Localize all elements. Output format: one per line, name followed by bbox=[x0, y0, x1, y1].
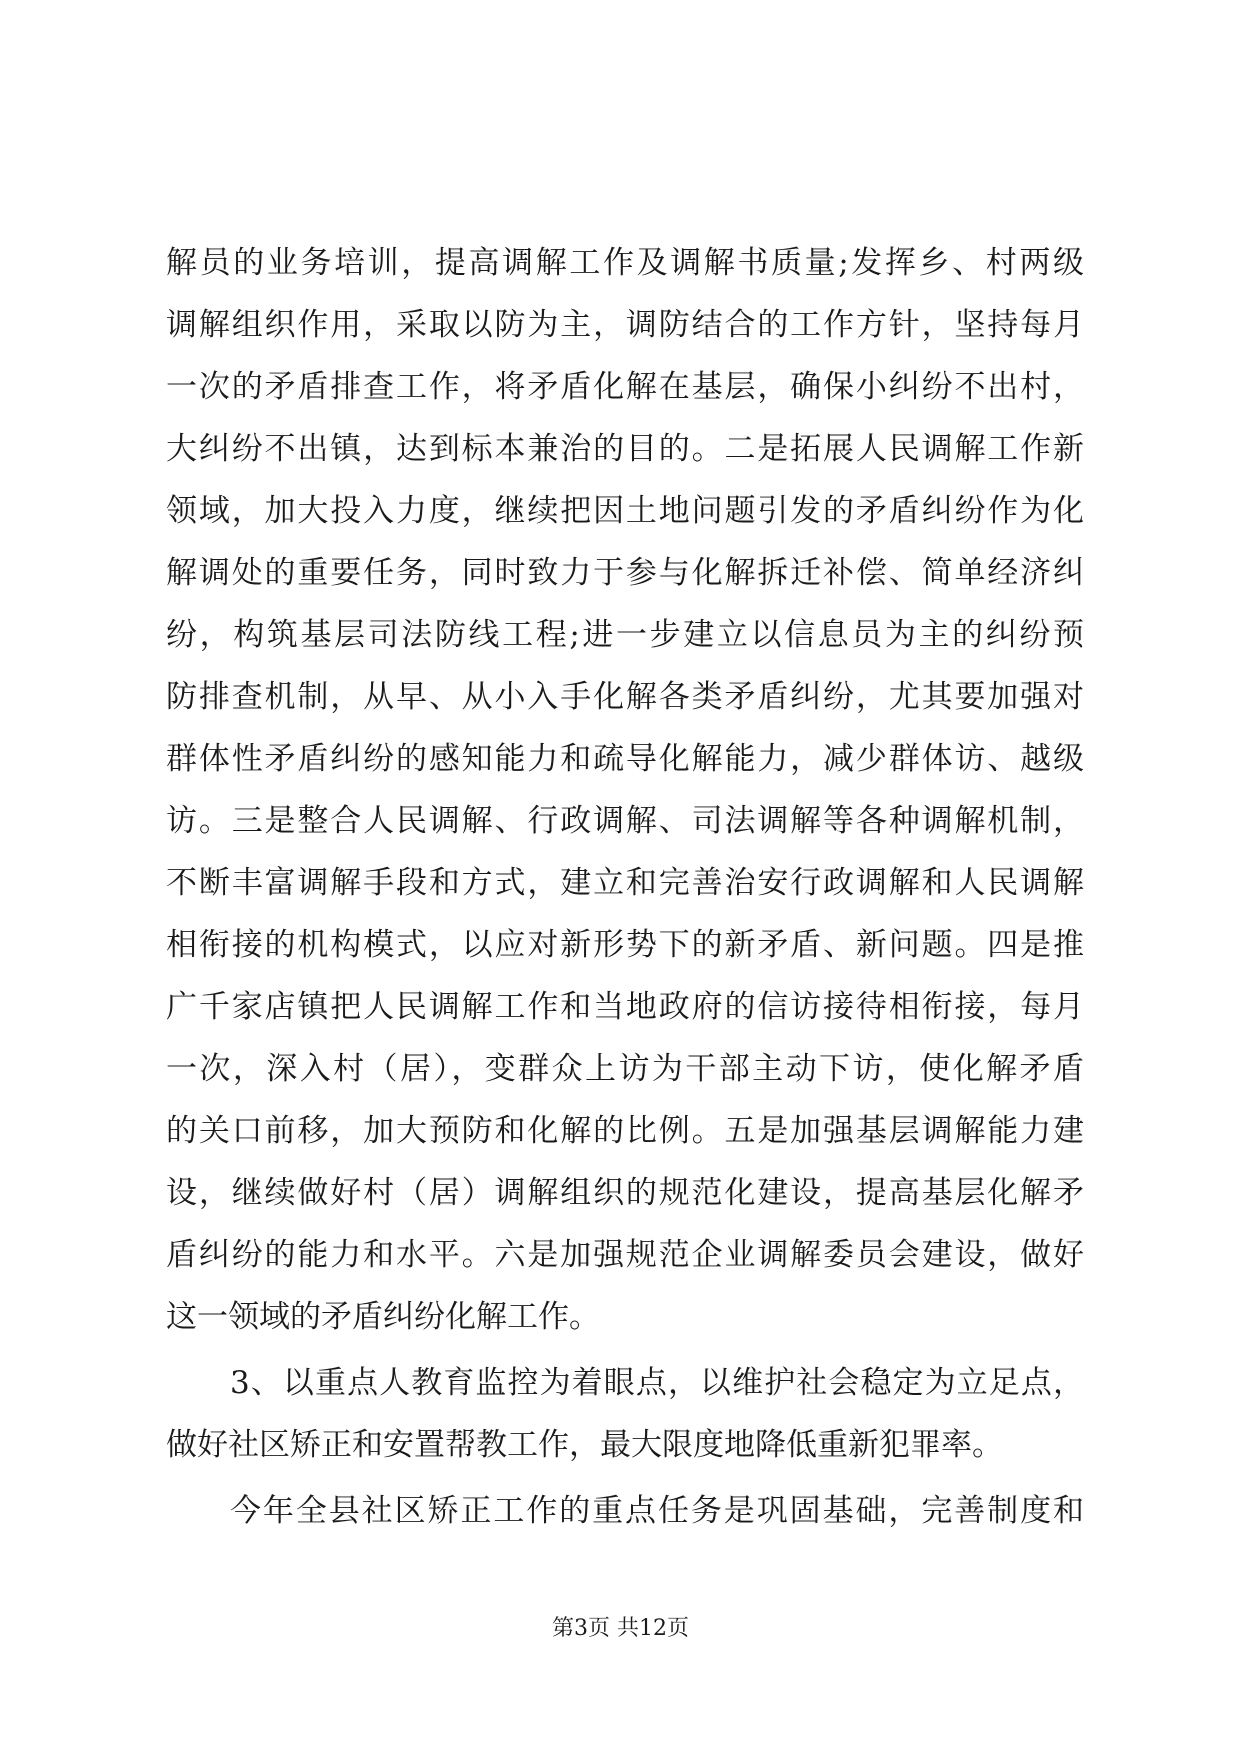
text-line: 做好社区矫正和安置帮教工作，最大限度地降低重新犯罪率。 bbox=[166, 1427, 1003, 1463]
text-line: 盾纠纷的能力和水平。六是加强规范企业调解委员会建设，做好 bbox=[166, 1237, 1084, 1273]
text-line: 的关口前移，加大预防和化解的比例。五是加强基层调解能力建 bbox=[166, 1113, 1084, 1149]
paragraph-item-3 bbox=[166, 1352, 1084, 1476]
text-line: 解调处的重要任务，同时致力于参与化解拆迁补偿、简单经济纠 bbox=[166, 555, 1084, 591]
paragraph-mediation bbox=[166, 232, 1084, 1348]
text-line: 广千家店镇把人民调解工作和当地政府的信访接待相衔接，每月 bbox=[166, 989, 1084, 1025]
text-line: 访。三是整合人民调解、行政调解、司法调解等各种调解机制， bbox=[166, 803, 1084, 839]
text-line: 一次，深入村（居），变群众上访为干部主动下访，使化解矛盾 bbox=[166, 1051, 1084, 1087]
page-number-footer: 第3页 共12页 bbox=[552, 1616, 689, 1641]
text-line: 防排查机制，从早、从小入手化解各类矛盾纠纷，尤其要加强对 bbox=[166, 679, 1084, 715]
text-line: 今年全县社区矫正工作的重点任务是巩固基础，完善制度和 bbox=[230, 1493, 1084, 1529]
text-line: 一次的矛盾排查工作，将矛盾化解在基层，确保小纠纷不出村， bbox=[166, 369, 1084, 405]
text-line: 这一领域的矛盾纠纷化解工作。 bbox=[166, 1299, 600, 1335]
text-line: 相衔接的机构模式，以应对新形势下的新矛盾、新问题。四是推 bbox=[166, 927, 1084, 963]
text-line: 群体性矛盾纠纷的感知能力和疏导化解能力，减少群体访、越级 bbox=[166, 741, 1084, 777]
text-line: 不断丰富调解手段和方式，建立和完善治安行政调解和人民调解 bbox=[166, 865, 1084, 901]
text-line: 调解组织作用，采取以防为主，调防结合的工作方针，坚持每月 bbox=[166, 307, 1084, 343]
text-line: 3、以重点人教育监控为着眼点，以维护社会稳定为立足点， bbox=[230, 1365, 1084, 1401]
document-body bbox=[166, 232, 1084, 1542]
text-line: 纷，构筑基层司法防线工程;进一步建立以信息员为主的纠纷预 bbox=[166, 617, 1084, 653]
text-line: 大纠纷不出镇，达到标本兼治的目的。二是拓展人民调解工作新 bbox=[166, 431, 1084, 467]
text-line: 领域，加大投入力度，继续把因土地问题引发的矛盾纠纷作为化 bbox=[166, 493, 1084, 529]
paragraph-community-correction bbox=[166, 1480, 1084, 1542]
text-line: 解员的业务培训，提高调解工作及调解书质量;发挥乡、村两级 bbox=[166, 245, 1084, 281]
text-line: 设，继续做好村（居）调解组织的规范化建设，提高基层化解矛 bbox=[166, 1175, 1084, 1211]
